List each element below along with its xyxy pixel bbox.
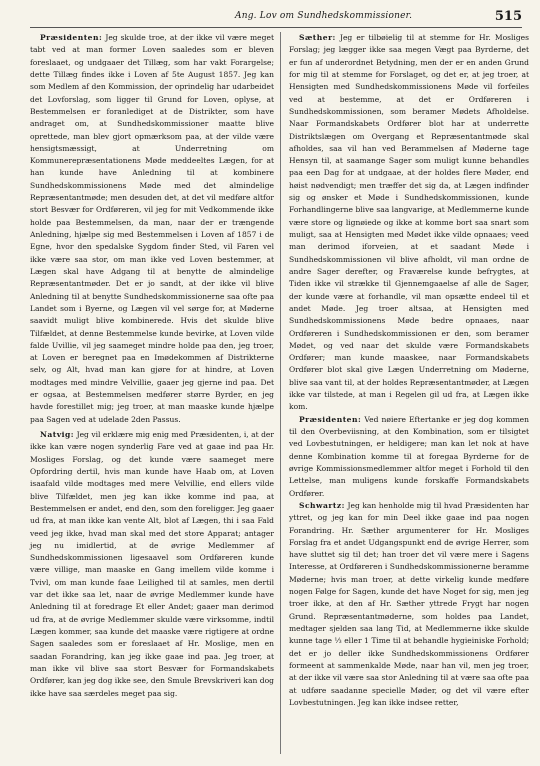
- left-column: [30, 32, 274, 700]
- page-number: 515: [494, 9, 522, 24]
- speech-paragraph: [289, 414, 529, 500]
- running-title: Ang. Lov om Sundhedskommissioner.: [235, 11, 413, 21]
- speaker-name: Schwartz:: [299, 500, 345, 510]
- header-rule: [30, 27, 522, 28]
- speech-text: Jeg skulde troe, at der ikke vil være meget tabt ved at man former Loven saaledes som er bleven foreslaaet, og undgaaer det Tillæg, som har vakt Forargelse; dette Tillæg findes ikke i Loven af 5te August 1857. Jeg kan som Medlem af den Kommission, der oprindelig har udarbeidet det Lovforslag, som ligger til Grund for Loven, oplyse, at Bestemmelsen er foranlediget at de Distrikter, som have andraget om, at Sundhedskommissioner maatte blive oprettede, man blev gjort opmærksom paa, at der vilde være hensigtsmæssigt, at Underretning om Kommunerepræsentationens Møde meddeeltes Lægen, for at han kunde have Anledning til at kombinere Sundhedskommissionens Møde med det almindelige Repræsentantmøde; men desuden det, at det vil medføre altfor stort Besvær for Ordføreren, vil jeg for mit Vedkommende ikke holde paa Bestemmelsen, da man, naar der er trængende Anledning, hjælpe sig med Bestemmelsen i Loven af 1857 i de Egne, hvor den spedalske Sygdom finder Sted, vil Faren vel ikke være saa stor, om man ikke ved Loven bestemmer, at Lægen skal have Adgang til at benytte de almindelige Repræsentantmøder. Det er jo sandt, at der ikke vil blive Anledning til at benytte Sundhedskommissionerne saa ofte paa Landet som i Byerne, og Lægen vil vel sørge for, at Møderne saavidt muligt blive kombinerede. Hvis det skulde blive Tilfældet, at denne Bestemmelse kunde bevirke, at Loven vilde falde Uvillie, vil jeg saameget mindre holde paa den, jeg troer, at Loven er beregnet paa en Imødekommen af Distrikterne selv, og Alt, hvad man kan gjøre for at hindre, at Loven modtages med mindre Velvillie, gaaer jeg gjerne ind paa. Det er ogsaa, at Bestemmelsen medfører større Byrder, en jeg havde forestillet mig; jeg troer, at man maaske kunde hjælpe paa Sagen ved at udelade 2den Passus.: [30, 33, 274, 424]
- running-head: [30, 10, 522, 24]
- speech-text: Jeg vil erklære mig enig med Præsidenten, i, at der ikke kan være nogen synderlig Fare ved at gaae ind paa Hr. Mosliges Forslag, og det kunde være saameget mere Opfordring dertil, hvis man kunde have Haab om, at Loven isaafald vilde modtages med mere Velvillie, end ellers vilde blive Tilfældet, men jeg kan ikke komme ind paa, at Bestemmelsen er andet, end den, som den foreligger. Jeg gaaer ud fra, at man ikke kan vente Alt, blot af Lægen, thi i saa Fald veed jeg ikke, hvad man skal med det store Apparat; antager jeg nu imidlertid, at de øvrige Medlemmer af Sundhedskommissionen ligesaavel som Ordføreren kunde være villige, man maaske en Gang imellem vilde komme i Tvivl, om man kunde faae Leilighed til at samles, men dertil var det ikke saa let, naar de øvrige Medlemmer kunde have Anledning til at foredrage Et eller Andet; gaaer man derimod ud fra, at de øvrige Medlemmer skulde være virksomme, indtil Lægen kommer, saa kunde det maaske være rigtigere at ordne Sagen saaledes som er foreslaaet af Hr. Moslige, men en saadan Forandring, kan jeg ikke gaae ind paa. Jeg troer, at man ikke vil blive saa stort Besvær for Formandskabets Ordfører, kan jeg dog ikke see, den Smule Brevskriveri kan dog ikke have saa særdeles meget paa sig.: [30, 430, 275, 698]
- speech-text: Jeg er tilbøielig til at stemme for Hr. Mosliges Forslag; jeg lægger ikke saa megen Vægt paa Byrderne, det er fun af underordnet Betydning, men der er en anden Grund for mig til at stemme for Forslaget, og det er, at jeg troer, at Hensigten med Sundhedskommissionens Møde vil forfeiles ved at bestemme, at det er Ordføreren i Sundhedskommissionen, som beramer Mødets Afholdelse. Naar Formandskabets Ordfører blot har at underrette Distriktslægen om Overgang et Repræsentantmøde skal afholdes, saa vil han ved Berammelsen af Møderne tage Hensyn til, at saamange Sager som muligt kunne behandles paa een Dag for at undgaae, at der holdes flere Møder, end høist nødvendigt; men træffer det sig da, at Lægen indfinder sig og ønsker et Møde i Sundhedskommissionen, kunde Forhandlingerne blive saa langvarige, at Medlemmerne kunde være store og lignøiede og ikke at komme bort saa snart som muligt, saa at Hensigten med Mødet ikke vilde opnaaes; veed man derimod iforveien, at et saadant Møde i Sundhedskommissionen vil blive afholdt, vil man ordne de andre Sager derefter, og Fraværelse kunde befrygtes, at Tiden ikke vil strække til Gjennemgaaelse af alle de Sager, der kunde være at forhandle, vil man opsætte endeel til et andet Møde. Jeg troer altsaa, at Hensigten med Sundhedskommissionens Møde bedre opnaaes, naar Ordføreren i Sundhedskommissionen er den, som beramer Mødet, og ved naar det skulde være Formandskabets Ordfører; man kunde maaskee, naar Formandskabets Ordfører blot skal give Lægen Underretning om Møderne, blive saa vant til, at der holdes Repræsentantmøder, at Lægen ikke var tilstede, at man i Regelen gil ud fra, at Lægen ikke kom.: [289, 33, 530, 412]
- speech-paragraph: [30, 429, 274, 700]
- speech-paragraph: [30, 32, 274, 426]
- speech-text: Jeg kan henholde mig til hvad Præsidenten har yttret, og jeg kan for min Deel ikke gaae ind paa nogen Forandring. Hr. Sæther argumenterer for Hr. Mosliges Forslag fra et andet Udgangspunkt end de øvrige Herrer, som have sluttet sig til det; han troer det vil være mere i Sagens Interesse, at Ordføreren i Sundhedskommissionerne beramme Møderne; hvis man troer, at dette virkelig kunde medføre nogen Følge for Sagen, kunde det have Noget for sig, men jeg troer ikke, at den af Hr. Sæther yttrede Frygt har nogen Grund. Repræsentantmøderne, som holdes paa Landet, medtager sjelden saa lang Tid, at Medlemmerne ikke skulde kunne tage ⅓ eller 1 Time til at behandle hygieiniske Forhold; det er jo deller ikke Sundhedskommissionens Ordfører formeent at sammenkalde Møde, naar han vil, men jeg troer, at der ikke vil være saa stor Anledning til at være saa ofte paa at udføre saadanne specielle Møder, og det vil være efter Lovbestutningen. Jeg kan ikke indsee retter,: [289, 500, 529, 707]
- speech-paragraph: [289, 500, 529, 709]
- speech-text: Ved nøiere Eftertanke er jeg dog kommen til den Overbeviisning, at den Kombination, som er tilsigtet ved Lovbestutningen, er heldigere; man kan let nok at have denne Kombination komme til at foregaa Byrderne for de øvrige Kommissionsmedlemmer altfor meget i Forhold til den Lettelse, man muligens kunde forskaffe Formandskabets Ordfører.: [289, 414, 529, 498]
- speech-paragraph: [289, 32, 529, 414]
- right-column: [289, 32, 529, 709]
- speaker-name: Sæther:: [299, 33, 336, 42]
- speaker-name: Præsidenten:: [40, 33, 103, 42]
- speaker-name: Natvig:: [40, 430, 75, 439]
- speaker-name: Præsidenten:: [299, 414, 362, 424]
- column-divider: [280, 32, 281, 754]
